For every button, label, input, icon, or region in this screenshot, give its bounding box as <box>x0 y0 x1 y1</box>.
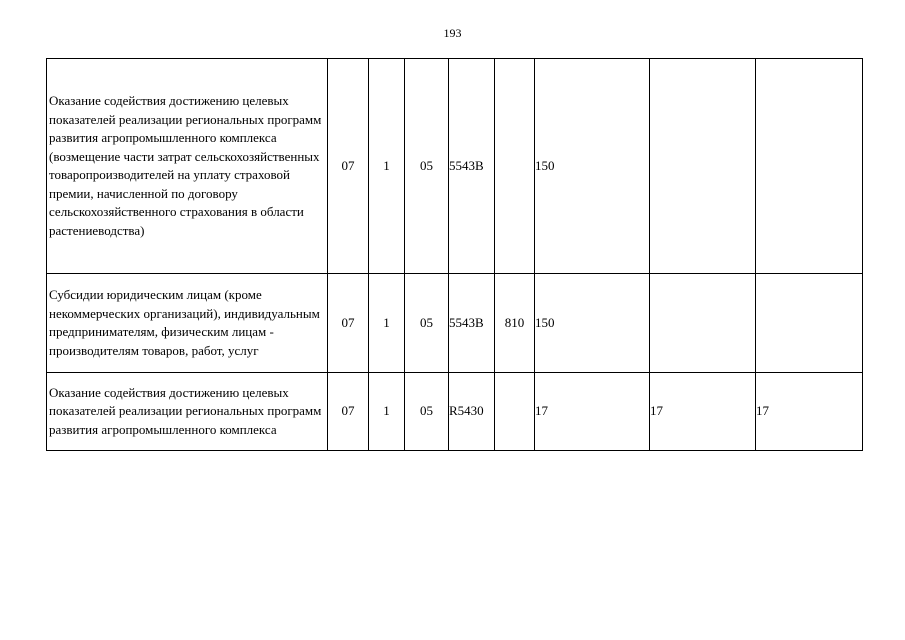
cell-program: 1 <box>369 59 405 274</box>
cell-name: Оказание содействия достижению целевых показателей реализации региональных программ развития агропромышленного комплекса <box>47 373 328 451</box>
cell-amount-2: 17 <box>650 373 756 451</box>
cell-subprogram: 05 <box>405 274 449 373</box>
cell-expense-type: 810 <box>495 274 535 373</box>
cell-target-article: 5543В <box>449 59 495 274</box>
cell-program: 1 <box>369 274 405 373</box>
table-row <box>47 274 863 373</box>
cell-amount-1: 150 <box>535 274 650 373</box>
cell-amount-1: 150 <box>535 59 650 274</box>
cell-program: 1 <box>369 373 405 451</box>
cell-amount-3 <box>756 59 863 274</box>
table-row <box>47 373 863 451</box>
cell-expense-type <box>495 373 535 451</box>
cell-section: 07 <box>328 274 369 373</box>
cell-target-article: R5430 <box>449 373 495 451</box>
cell-expense-type <box>495 59 535 274</box>
cell-amount-3 <box>756 274 863 373</box>
cell-subprogram: 05 <box>405 59 449 274</box>
cell-amount-3: 17 <box>756 373 863 451</box>
table-row <box>47 59 863 274</box>
cell-amount-2 <box>650 274 756 373</box>
cell-target-article: 5543В <box>449 274 495 373</box>
cell-name: Оказание содействия достижению целевых показателей реализации региональных программ развития агропромышленного комплекса (возмещение части затрат сельскохозяйственных товаропроизводителей на уплату страховой премии, начисленной по договору сельскохозяйственного страхования в области растениеводства) <box>47 59 328 274</box>
cell-section: 07 <box>328 373 369 451</box>
page-number: 193 <box>443 26 462 40</box>
cell-section: 07 <box>328 59 369 274</box>
cell-subprogram: 05 <box>405 373 449 451</box>
cell-amount-2 <box>650 59 756 274</box>
cell-name: Субсидии юридическим лицам (кроме некоммерческих организаций), индивидуальным предпринимателям, физическим лицам - производителям товаров, работ, услуг <box>47 274 328 373</box>
cell-amount-1: 17 <box>535 373 650 451</box>
budget-table <box>46 58 863 451</box>
